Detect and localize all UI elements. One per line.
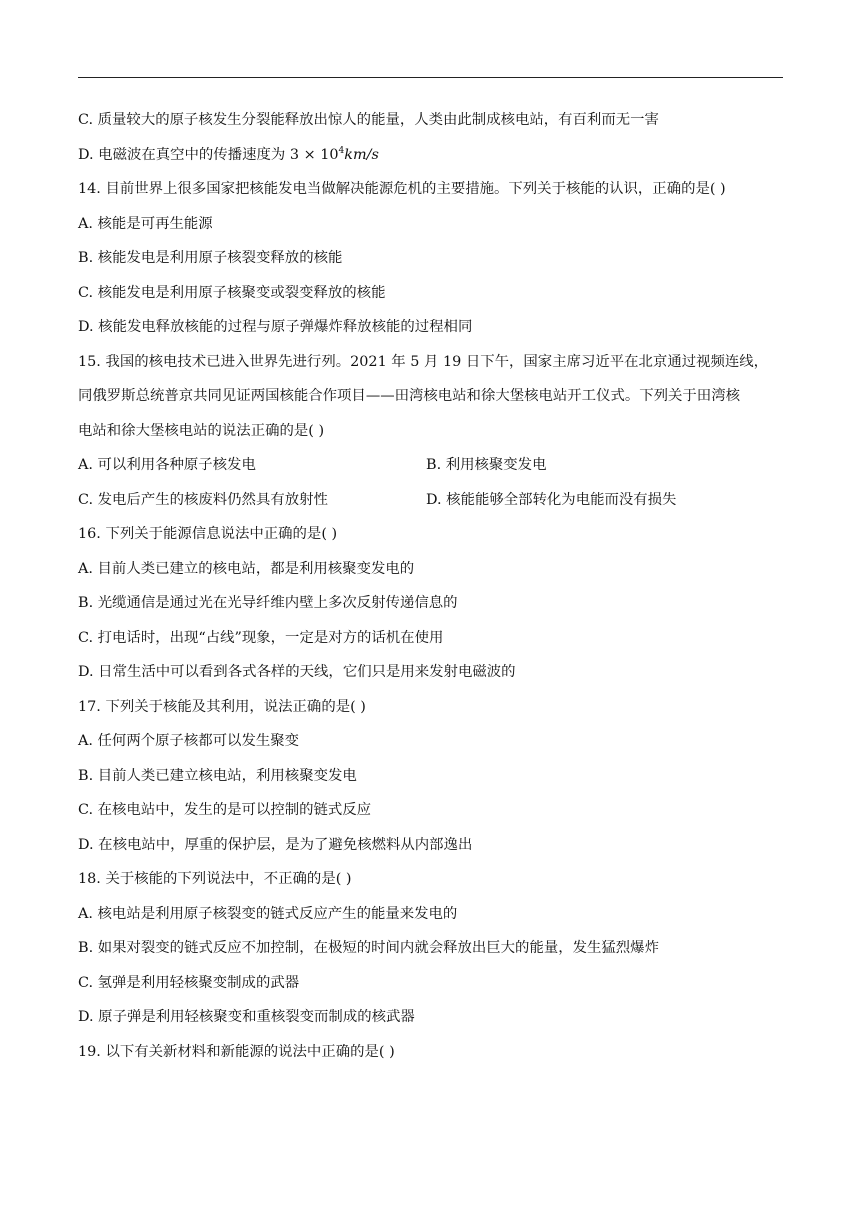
q18-option-a: A. 核电站是利用原子核裂变的链式反应产生的能量来发电的 <box>78 905 458 922</box>
q15-option-d: D. 核能能够全部转化为电能而没有损失 <box>426 491 677 508</box>
q19-stem: 19. 以下有关新材料和新能源的说法中正确的是( ) <box>78 1043 395 1060</box>
q16-stem: 16. 下列关于能源信息说法中正确的是( ) <box>78 526 338 542</box>
q15-stem-line2: 同俄罗斯总统普京共同见证两国核能合作项目——田湾核电站和徐大堡核电站开工仪式。下列关于田湾核 <box>78 388 740 404</box>
q13-option-d-text: D. 电磁波在真空中的传播速度为 <box>78 146 286 163</box>
q13-option-c: C. 质量较大的原子核发生分裂能释放出惊人的能量，人类由此制成核电站，有百利而无一害 <box>78 112 659 128</box>
q15-option-c: C. 发电后产生的核废料仍然具有放射性 <box>78 491 328 508</box>
q17-stem: 17. 下列关于核能及其利用，说法正确的是( ) <box>78 698 366 715</box>
question-list <box>78 106 798 1072</box>
q16-option-d: D. 日常生活中可以看到各式各样的天线，它们只是用来发射电磁波的 <box>78 664 516 680</box>
q14-option-d: D. 核能发电释放核能的过程与原子弹爆炸释放核能的过程相同 <box>78 319 473 335</box>
q13-option-d <box>78 141 798 176</box>
q16-option-c: C. 打电话时，出现“占线”现象，一定是对方的话机在使用 <box>78 629 444 646</box>
q15-option-a: A. 可以利用各种原子核发电 <box>78 457 256 473</box>
q16-option-a: A. 目前人类已建立的核电站，都是利用核聚变发电的 <box>78 560 415 577</box>
q15-stem-line1: 15. 我国的核电技术已进入世界先进行列。2021 年 5 月 19 日下午，国家主席习近平在北京通过视频连线， <box>78 353 769 370</box>
q14-option-a: A. 核能是可再生能源 <box>78 215 213 232</box>
q16-option-b: B. 光缆通信是通过光在光导纤维内壁上多次反射传递信息的 <box>78 595 458 611</box>
q13-speed-unit: km/s <box>344 146 379 163</box>
q17-option-b: B. 目前人类已建立核电站，利用核聚变发电 <box>78 767 357 784</box>
q14-option-c: C. 核能发电是利用原子核聚变或裂变释放的核能 <box>78 284 386 301</box>
q17-option-d: D. 在核电站中，厚重的保护层，是为了避免核燃料从内部逸出 <box>78 836 473 853</box>
q17-option-a: A. 任何两个原子核都可以发生聚变 <box>78 733 300 749</box>
q15-options-row2 <box>78 486 798 521</box>
q15-stem-line3: 电站和徐大堡核电站的说法正确的是( ) <box>78 422 325 439</box>
q13-speed-exponent: 4 <box>338 145 345 156</box>
q18-option-d: D. 原子弹是利用轻核聚变和重核裂变而制成的核武器 <box>78 1009 415 1025</box>
q14-option-b: B. 核能发电是利用原子核裂变释放的核能 <box>78 250 343 266</box>
q18-stem: 18. 关于核能的下列说法中，不正确的是( ) <box>78 871 352 887</box>
q18-option-c: C. 氢弹是利用轻核聚变制成的武器 <box>78 974 300 991</box>
q14-stem: 14. 目前世界上很多国家把核能发电当做解决能源危机的主要措施。下列关于核能的认识，正确的是( ) <box>78 181 726 197</box>
q15-option-b: B. 利用核聚变发电 <box>426 457 547 473</box>
q13-speed-value: 3 × 10 <box>289 146 339 163</box>
header-rule <box>78 77 783 78</box>
q18-option-b: B. 如果对裂变的链式反应不加控制，在极短的时间内就会释放出巨大的能量，发生猛烈爆炸 <box>78 940 659 956</box>
q15-options-row1 <box>78 451 798 486</box>
q17-option-c: C. 在核电站中，发生的是可以控制的链式反应 <box>78 802 372 818</box>
